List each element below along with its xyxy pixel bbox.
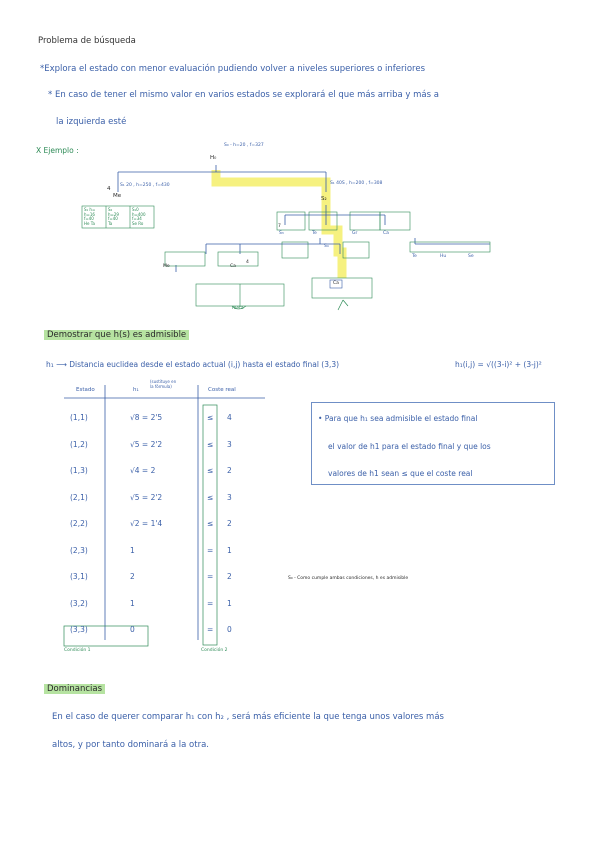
mid-node-s3: S₃ [279, 231, 284, 236]
condicion-2-label: Condición 2 [201, 648, 228, 653]
table-cell-relation: ≤ [207, 519, 214, 528]
left-child-num: 4 [107, 186, 111, 192]
table-cell-relation: ≤ [207, 466, 214, 475]
table-cell-h: 0 [130, 625, 135, 634]
col-h-header: h₁ [133, 387, 139, 393]
table-cell-h: 2 [130, 572, 135, 581]
right-child-note: S₁ 40S , h=200 , f=308 [330, 181, 383, 186]
table-cell-relation: ≤ [207, 493, 214, 502]
star-node-label: Ca [333, 281, 339, 286]
table-cell-estado: (3,1) [70, 572, 88, 581]
right-group-te: Te [412, 254, 417, 259]
sub-label-s4: S₄ [324, 244, 329, 249]
table-cell-relation: = [207, 572, 214, 581]
table-cell-relation: = [207, 625, 214, 634]
table-cell-estado: (2,2) [70, 519, 88, 528]
table-cell-estado: (1,1) [70, 413, 88, 422]
table-cell-estado: (2,3) [70, 546, 88, 555]
table-cell-coste: 0 [227, 625, 232, 634]
col-h-note: (sustituye en la fórmula) [150, 379, 177, 389]
note-line-2: el valor de h1 para el estado final y que los [328, 442, 491, 451]
bullet-explora: *Explora el estado con menor evaluación pudiendo volver a niveles superiores o inferiores [40, 64, 426, 74]
admissibility-conclusion: S₀ - Como cumple ambas condiciones, h es admisible [288, 576, 409, 581]
col-estado-header: Estado [76, 387, 95, 393]
root-node: H₀ [210, 155, 217, 161]
dominancias-line-2: altos, y por tanto dominará a la otra. [52, 740, 209, 750]
table-cell-estado: (1,2) [70, 440, 88, 449]
bottom-meta-note: meta [232, 306, 244, 311]
table-cell-coste: 3 [227, 493, 232, 502]
table-cell-h: √8 = 2'5 [130, 413, 163, 422]
lower-left-node: Me [163, 264, 170, 269]
table-cell-coste: 4 [227, 413, 232, 422]
table-cell-estado: (1,3) [70, 466, 88, 475]
left-child-note: S₁ 20 , h=250 , f=430 [120, 183, 170, 188]
lower-right-node: Ca [230, 264, 236, 269]
left-detail-2: S₂ h=29 f=40 Ta [108, 207, 119, 226]
mid-node-te: Te [312, 231, 317, 236]
table-cell-relation: ≤ [207, 440, 214, 449]
root-note: S₀ - h=20 , f=327 [224, 143, 264, 148]
table-cell-coste: 1 [227, 599, 232, 608]
right-group-se: Se [468, 254, 474, 259]
table-cell-h: √5 = 2'2 [130, 493, 163, 502]
mid-num: 7 [278, 224, 281, 229]
table-cell-coste: 3 [227, 440, 232, 449]
table-cell-relation: = [207, 546, 214, 555]
condicion-1-label: Condición 1 [64, 648, 91, 653]
table-cell-estado: (3,3) [70, 625, 88, 634]
lower-right-num: 4 [246, 260, 249, 265]
note-line-1: • Para que h₁ sea admisible el estado final [318, 414, 478, 423]
table-cell-relation: = [207, 599, 214, 608]
table-cell-h: √5 = 2'2 [130, 440, 163, 449]
h1-formula: h₁(i,j) = √((3-i)² + (3-j)² [455, 360, 542, 369]
left-detail-3: S₁0 h=400 f=34 Se Ro [132, 207, 146, 226]
left-detail-1: S₁ h= h=16 f=40 He Ta [84, 207, 96, 226]
left-child-node: Me [113, 193, 122, 199]
mid-node-gr: Gr [352, 231, 358, 236]
table-cell-h: 1 [130, 599, 135, 608]
section-dominancias-heading: Dominancias [44, 684, 105, 694]
table-cell-h: √2 = 1'4 [130, 519, 163, 528]
section-admisible-heading: Demostrar que h(s) es admisible [44, 330, 189, 340]
table-cell-coste: 2 [227, 466, 232, 475]
table-cell-coste: 1 [227, 546, 232, 555]
mid-node-ca: Ca [383, 231, 389, 236]
right-group-hu: Hu [440, 254, 447, 259]
example-label: X Ejemplo : [36, 146, 79, 155]
table-cell-h: 1 [130, 546, 135, 555]
bullet-empate-2: la izquierda esté [56, 117, 127, 127]
col-coste-header: Coste real [208, 387, 236, 393]
dominancias-line-1: En el caso de querer comparar h₁ con h₂ , será más eficiente la que tenga unos valores más [52, 712, 444, 722]
table-cell-estado: (2,1) [70, 493, 88, 502]
right-child-node: S₂ [321, 196, 327, 202]
bullet-empate-1: * En caso de tener el mismo valor en varios estados se explorará el que más arriba y más a [48, 90, 439, 100]
note-line-3: valores de h1 sean ≤ que el coste real [328, 469, 473, 478]
table-cell-estado: (3,2) [70, 599, 88, 608]
h1-definition: h₁ ⟶ Distancia euclidea desde el estado actual (i,j) hasta el estado final (3,3) [46, 360, 340, 369]
table-cell-h: √4 = 2 [130, 466, 156, 475]
page-title: Problema de búsqueda [38, 36, 136, 46]
table-cell-coste: 2 [227, 519, 232, 528]
table-cell-relation: ≤ [207, 413, 214, 422]
table-cell-coste: 2 [227, 572, 232, 581]
